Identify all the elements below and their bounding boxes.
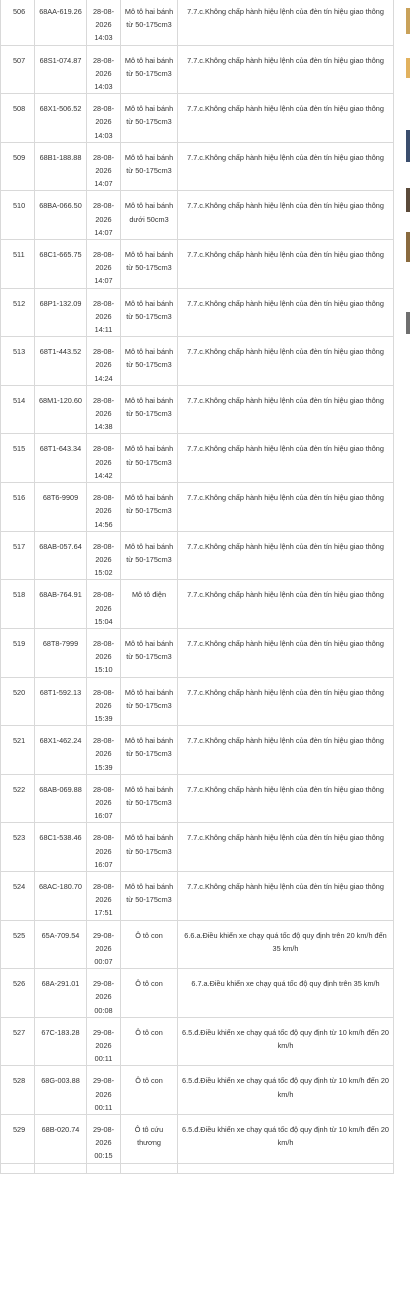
cell-time: 28-08-2026 14:07: [87, 240, 121, 289]
cell-plate: 68AB-764.91: [35, 580, 87, 629]
cell-plate: 68BA-066.50: [35, 191, 87, 240]
cell-vehicle: Mô tô hai bánh từ 50-175cm3: [121, 45, 178, 94]
cell-violation: 7.7.c.Không chấp hành hiệu lệnh của đèn tín hiệu giao thông: [178, 385, 394, 434]
cell-time: 28-08-2026 17:51: [87, 871, 121, 920]
cell-time: 28-08-2026 16:07: [87, 823, 121, 872]
cell-violation: 7.7.c.Không chấp hành hiệu lệnh của đèn tín hiệu giao thông: [178, 45, 394, 94]
cell-violation: 7.7.c.Không chấp hành hiệu lệnh của đèn tín hiệu giao thông: [178, 0, 394, 45]
thumbnail-edge: [406, 188, 410, 212]
cell-time: 28-08-2026 16:07: [87, 774, 121, 823]
cell-plate: 68X1-506.52: [35, 94, 87, 143]
cell-violation: 7.7.c.Không chấp hành hiệu lệnh của đèn tín hiệu giao thông: [178, 726, 394, 775]
empty-cell: [35, 1163, 87, 1173]
cell-plate: 68C1-538.46: [35, 823, 87, 872]
thumbnail-edge: [406, 58, 410, 78]
cell-violation: 7.7.c.Không chấp hành hiệu lệnh của đèn tín hiệu giao thông: [178, 871, 394, 920]
table-row: [1, 871, 394, 920]
table-row: [1, 94, 394, 143]
cell-vehicle: Ô tô con: [121, 969, 178, 1018]
cell-violation: 7.7.c.Không chấp hành hiệu lệnh của đèn tín hiệu giao thông: [178, 677, 394, 726]
cell-vehicle: Mô tô hai bánh từ 50-175cm3: [121, 385, 178, 434]
table-row: [1, 434, 394, 483]
cell-stt: 520: [1, 677, 35, 726]
cell-vehicle: Mô tô hai bánh từ 50-175cm3: [121, 677, 178, 726]
cell-time: 28-08-2026 15:02: [87, 531, 121, 580]
cell-stt: 522: [1, 774, 35, 823]
cell-plate: 68P1-132.09: [35, 288, 87, 337]
cell-stt: 506: [1, 0, 35, 45]
cell-time: 28-08-2026 14:03: [87, 0, 121, 45]
empty-cell: [1, 1163, 35, 1173]
thumbnail-edge: [406, 232, 410, 262]
cell-time: 28-08-2026 14:07: [87, 191, 121, 240]
cell-violation: 6.5.đ.Điều khiển xe chạy quá tốc độ quy định từ 10 km/h đến 20 km/h: [178, 1066, 394, 1115]
cell-stt: 518: [1, 580, 35, 629]
cell-time: 29-08-2026 00:11: [87, 1066, 121, 1115]
cell-violation: 7.7.c.Không chấp hành hiệu lệnh của đèn tín hiệu giao thông: [178, 191, 394, 240]
cell-plate: 68C1-665.75: [35, 240, 87, 289]
cell-plate: 68T1-592.13: [35, 677, 87, 726]
cell-violation: 7.7.c.Không chấp hành hiệu lệnh của đèn tín hiệu giao thông: [178, 434, 394, 483]
cell-vehicle: Mô tô hai bánh từ 50-175cm3: [121, 0, 178, 45]
table-row: [1, 580, 394, 629]
table-row: [1, 628, 394, 677]
thumbnail-edge: [406, 130, 410, 162]
cell-time: 28-08-2026 14:42: [87, 434, 121, 483]
cell-vehicle: Mô tô hai bánh từ 50-175cm3: [121, 871, 178, 920]
cell-violation: 7.7.c.Không chấp hành hiệu lệnh của đèn tín hiệu giao thông: [178, 580, 394, 629]
cell-vehicle: Ô tô cứu thương: [121, 1115, 178, 1164]
cell-stt: 508: [1, 94, 35, 143]
cell-plate: 68AB-069.88: [35, 774, 87, 823]
cell-plate: 68M1-120.60: [35, 385, 87, 434]
cell-stt: 514: [1, 385, 35, 434]
cell-time: 28-08-2026 14:03: [87, 94, 121, 143]
table-row: [1, 191, 394, 240]
empty-cell: [178, 1163, 394, 1173]
table-row: [1, 531, 394, 580]
table-row: [1, 823, 394, 872]
cell-plate: 68AC-180.70: [35, 871, 87, 920]
cell-plate: 68B-020.74: [35, 1115, 87, 1164]
cell-time: 28-08-2026 14:24: [87, 337, 121, 386]
cell-vehicle: Mô tô hai bánh từ 50-175cm3: [121, 628, 178, 677]
cell-violation: 7.7.c.Không chấp hành hiệu lệnh của đèn tín hiệu giao thông: [178, 94, 394, 143]
cell-violation: 7.7.c.Không chấp hành hiệu lệnh của đèn tín hiệu giao thông: [178, 337, 394, 386]
thumbnail-edge: [406, 312, 410, 334]
cell-time: 28-08-2026 14:11: [87, 288, 121, 337]
table-row: [1, 385, 394, 434]
table-row: [1, 240, 394, 289]
cell-stt: 524: [1, 871, 35, 920]
cell-plate: 68T1-443.52: [35, 337, 87, 386]
cell-time: 29-08-2026 00:11: [87, 1017, 121, 1066]
table-row: [1, 677, 394, 726]
cell-time: 28-08-2026 14:38: [87, 385, 121, 434]
cell-vehicle: Mô tô hai bánh từ 50-175cm3: [121, 337, 178, 386]
cell-vehicle: Mô tô hai bánh từ 50-175cm3: [121, 434, 178, 483]
table-row: [1, 337, 394, 386]
cell-vehicle: Ô tô con: [121, 1066, 178, 1115]
cell-vehicle: Mô tô hai bánh từ 50-175cm3: [121, 240, 178, 289]
cell-violation: 7.7.c.Không chấp hành hiệu lệnh của đèn tín hiệu giao thông: [178, 531, 394, 580]
cell-time: 28-08-2026 15:10: [87, 628, 121, 677]
table-row: [1, 1066, 394, 1115]
cell-vehicle: Ô tô con: [121, 1017, 178, 1066]
cell-violation: 6.7.a.Điều khiển xe chạy quá tốc độ quy định trên 35 km/h: [178, 969, 394, 1018]
table-row: [1, 726, 394, 775]
cell-vehicle: Mô tô hai bánh từ 50-175cm3: [121, 94, 178, 143]
table-row: [1, 0, 394, 45]
cell-violation: 7.7.c.Không chấp hành hiệu lệnh của đèn tín hiệu giao thông: [178, 628, 394, 677]
cell-time: 28-08-2026 15:39: [87, 677, 121, 726]
cell-time: 28-08-2026 14:07: [87, 142, 121, 191]
cell-time: 29-08-2026 00:15: [87, 1115, 121, 1164]
cell-plate: 65A-709.54: [35, 920, 87, 969]
cell-plate: 68T8-7999: [35, 628, 87, 677]
cell-plate: 68X1-462.24: [35, 726, 87, 775]
cell-vehicle: Mô tô hai bánh từ 50-175cm3: [121, 823, 178, 872]
cell-time: 29-08-2026 00:07: [87, 920, 121, 969]
cell-time: 28-08-2026 15:04: [87, 580, 121, 629]
cell-vehicle: Ô tô con: [121, 920, 178, 969]
cell-violation: 6.5.đ.Điều khiển xe chạy quá tốc độ quy định từ 10 km/h đến 20 km/h: [178, 1115, 394, 1164]
cell-plate: 68S1-074.87: [35, 45, 87, 94]
table-row: [1, 969, 394, 1018]
empty-cell: [87, 1163, 121, 1173]
cell-stt: 507: [1, 45, 35, 94]
cell-time: 28-08-2026 14:56: [87, 483, 121, 532]
cell-plate: 68AB-057.64: [35, 531, 87, 580]
cell-stt: 523: [1, 823, 35, 872]
cell-violation: 6.6.a.Điều khiển xe chạy quá tốc độ quy định trên 20 km/h đến 35 km/h: [178, 920, 394, 969]
table-row: [1, 774, 394, 823]
cell-vehicle: Mô tô điện: [121, 580, 178, 629]
cell-stt: 519: [1, 628, 35, 677]
cell-vehicle: Mô tô hai bánh từ 50-175cm3: [121, 531, 178, 580]
cell-plate: 68G-003.88: [35, 1066, 87, 1115]
cell-stt: 525: [1, 920, 35, 969]
cell-stt: 512: [1, 288, 35, 337]
cell-vehicle: Mô tô hai bánh dưới 50cm3: [121, 191, 178, 240]
cell-plate: 68A-291.01: [35, 969, 87, 1018]
cell-stt: 513: [1, 337, 35, 386]
cell-stt: 515: [1, 434, 35, 483]
cell-plate: 67C-183.28: [35, 1017, 87, 1066]
cell-violation: 7.7.c.Không chấp hành hiệu lệnh của đèn tín hiệu giao thông: [178, 774, 394, 823]
empty-cell: [121, 1163, 178, 1173]
cell-violation: 7.7.c.Không chấp hành hiệu lệnh của đèn tín hiệu giao thông: [178, 240, 394, 289]
table-row: [1, 288, 394, 337]
cell-vehicle: Mô tô hai bánh từ 50-175cm3: [121, 288, 178, 337]
cell-stt: 509: [1, 142, 35, 191]
cell-stt: 527: [1, 1017, 35, 1066]
thumbnail-edge: [406, 8, 410, 34]
table-row: [1, 920, 394, 969]
cell-time: 28-08-2026 15:39: [87, 726, 121, 775]
cell-plate: 68B1-188.88: [35, 142, 87, 191]
cell-stt: 526: [1, 969, 35, 1018]
table-row: [1, 1115, 394, 1164]
cell-plate: 68T1-643.34: [35, 434, 87, 483]
cell-plate: 68T6-9909: [35, 483, 87, 532]
cell-violation: 7.7.c.Không chấp hành hiệu lệnh của đèn tín hiệu giao thông: [178, 483, 394, 532]
cell-stt: 529: [1, 1115, 35, 1164]
table-row: [1, 1163, 394, 1173]
cell-violation: 7.7.c.Không chấp hành hiệu lệnh của đèn tín hiệu giao thông: [178, 142, 394, 191]
cell-stt: 521: [1, 726, 35, 775]
cell-vehicle: Mô tô hai bánh từ 50-175cm3: [121, 483, 178, 532]
table-row: [1, 483, 394, 532]
cell-stt: 511: [1, 240, 35, 289]
cell-stt: 517: [1, 531, 35, 580]
cell-violation: 6.5.đ.Điều khiển xe chạy quá tốc độ quy định từ 10 km/h đến 20 km/h: [178, 1017, 394, 1066]
cell-stt: 510: [1, 191, 35, 240]
cell-time: 28-08-2026 14:03: [87, 45, 121, 94]
violations-table-body: [1, 0, 394, 1173]
table-row: [1, 1017, 394, 1066]
cell-vehicle: Mô tô hai bánh từ 50-175cm3: [121, 774, 178, 823]
cell-stt: 516: [1, 483, 35, 532]
cell-vehicle: Mô tô hai bánh từ 50-175cm3: [121, 142, 178, 191]
cell-violation: 7.7.c.Không chấp hành hiệu lệnh của đèn tín hiệu giao thông: [178, 823, 394, 872]
cell-violation: 7.7.c.Không chấp hành hiệu lệnh của đèn tín hiệu giao thông: [178, 288, 394, 337]
cell-plate: 68AA-619.26: [35, 0, 87, 45]
cell-stt: 528: [1, 1066, 35, 1115]
cell-time: 29-08-2026 00:08: [87, 969, 121, 1018]
table-row: [1, 45, 394, 94]
cell-vehicle: Mô tô hai bánh từ 50-175cm3: [121, 726, 178, 775]
table-row: [1, 142, 394, 191]
